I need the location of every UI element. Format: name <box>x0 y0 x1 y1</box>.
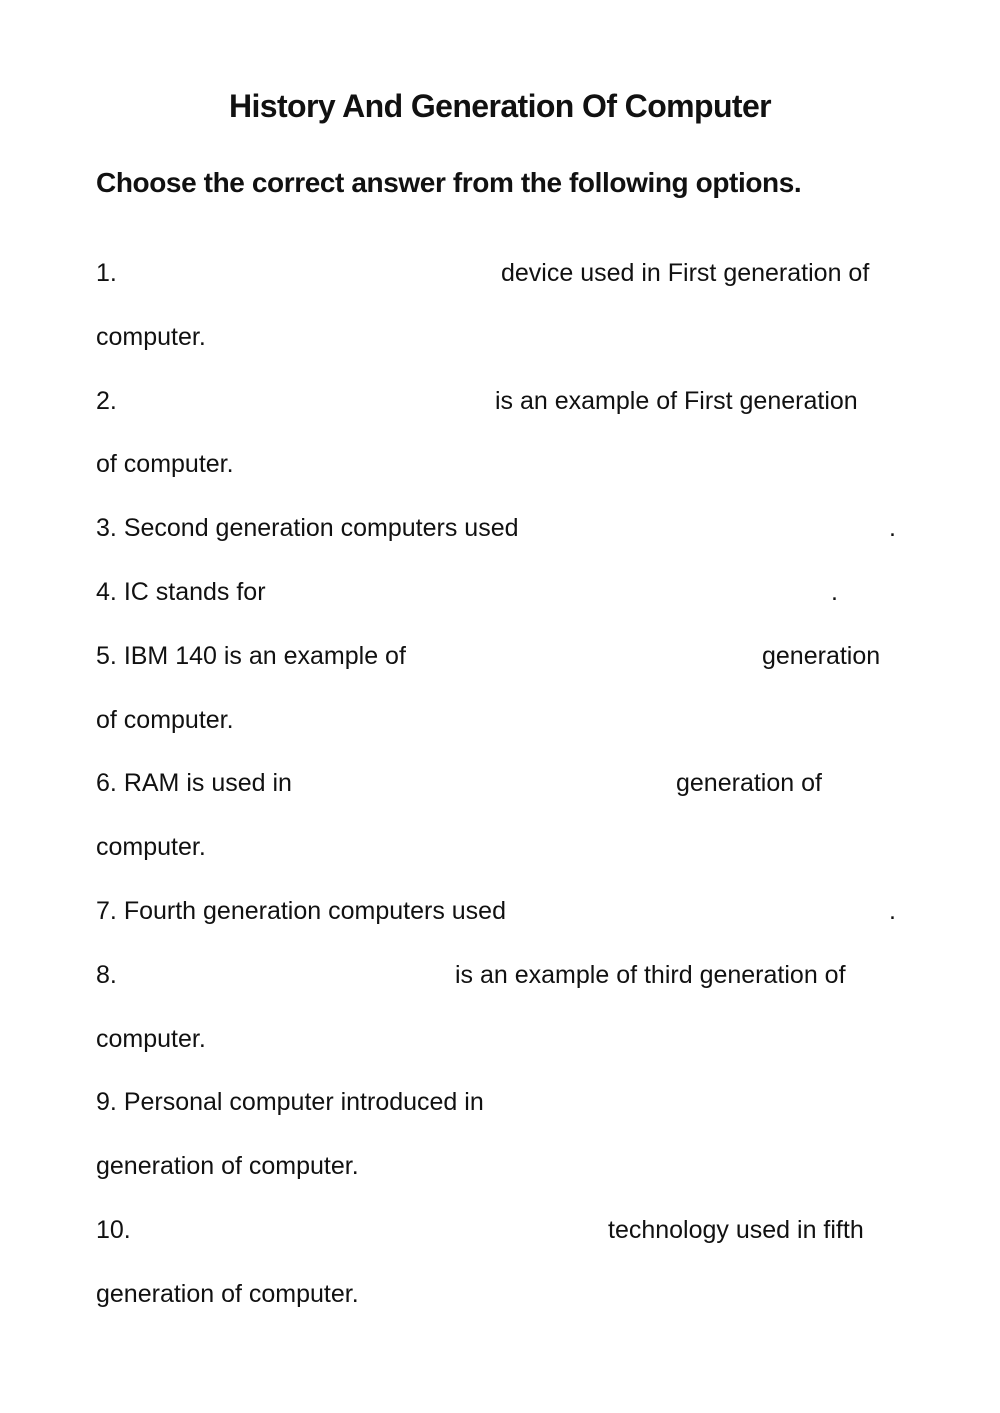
question-5-text-before: IBM 140 is an example of <box>123 642 406 670</box>
question-3-number: 3. <box>96 514 117 542</box>
question-3-text <box>96 513 519 543</box>
question-6-text-before: RAM is used in <box>123 769 292 797</box>
question-7-text <box>96 896 506 926</box>
question-4-text <box>96 577 266 607</box>
question-8-number: 8. <box>96 961 117 989</box>
question-2-blank[interactable] <box>128 386 483 416</box>
question-7-number: 7. <box>96 897 117 925</box>
question-4-number: 4. <box>96 578 117 606</box>
question-6-number: 6. <box>96 769 117 797</box>
question-2-continuation: of computer. <box>96 450 234 478</box>
question-10-blank[interactable] <box>145 1215 595 1245</box>
question-5-continuation: of computer. <box>96 706 234 734</box>
question-8-continuation: computer. <box>96 1025 206 1053</box>
question-4-text-after: . <box>831 578 838 606</box>
question-8-text-after: is an example of third generation of <box>455 961 846 989</box>
question-6-continuation: computer. <box>96 833 206 861</box>
question-4-blank[interactable] <box>290 577 820 607</box>
question-1-continuation: computer. <box>96 323 206 351</box>
question-9-continuation: generation of computer. <box>96 1152 359 1180</box>
question-2-number: 2. <box>96 387 117 415</box>
question-3-text-before: Second generation computers used <box>123 514 519 542</box>
question-9-number: 9. <box>96 1088 117 1116</box>
question-2-text-after: is an example of First generation <box>495 387 858 415</box>
question-5-text <box>96 641 406 671</box>
question-1-blank[interactable] <box>128 258 488 288</box>
question-5-blank[interactable] <box>440 641 745 671</box>
question-10-number: 10. <box>96 1216 131 1244</box>
question-7-text-after: . <box>889 897 896 925</box>
question-4-text-before: IC stands for <box>123 578 266 606</box>
question-1-text-after: device used in First generation of <box>501 259 870 287</box>
question-10-text-after: technology used in fifth <box>608 1216 864 1244</box>
question-7-blank[interactable] <box>555 896 880 926</box>
question-5-number: 5. <box>96 642 117 670</box>
question-5-text-after: generation <box>762 642 881 670</box>
question-3-text-after: . <box>889 514 896 542</box>
question-6-text-after: generation of <box>676 769 822 797</box>
instructions: Choose the correct answer from the following options. <box>96 167 802 198</box>
question-9-text <box>96 1087 484 1117</box>
question-8-blank[interactable] <box>128 960 443 990</box>
question-3-blank[interactable] <box>560 513 880 543</box>
question-9-blank[interactable] <box>535 1087 890 1117</box>
question-10-continuation: generation of computer. <box>96 1280 359 1308</box>
question-9-text-before: Personal computer introduced in <box>123 1088 484 1116</box>
worksheet-title: History And Generation Of Computer <box>228 88 771 124</box>
question-6-text <box>96 768 292 798</box>
question-1-number: 1. <box>96 259 117 287</box>
question-6-blank[interactable] <box>315 768 660 798</box>
question-7-text-before: Fourth generation computers used <box>123 897 506 925</box>
